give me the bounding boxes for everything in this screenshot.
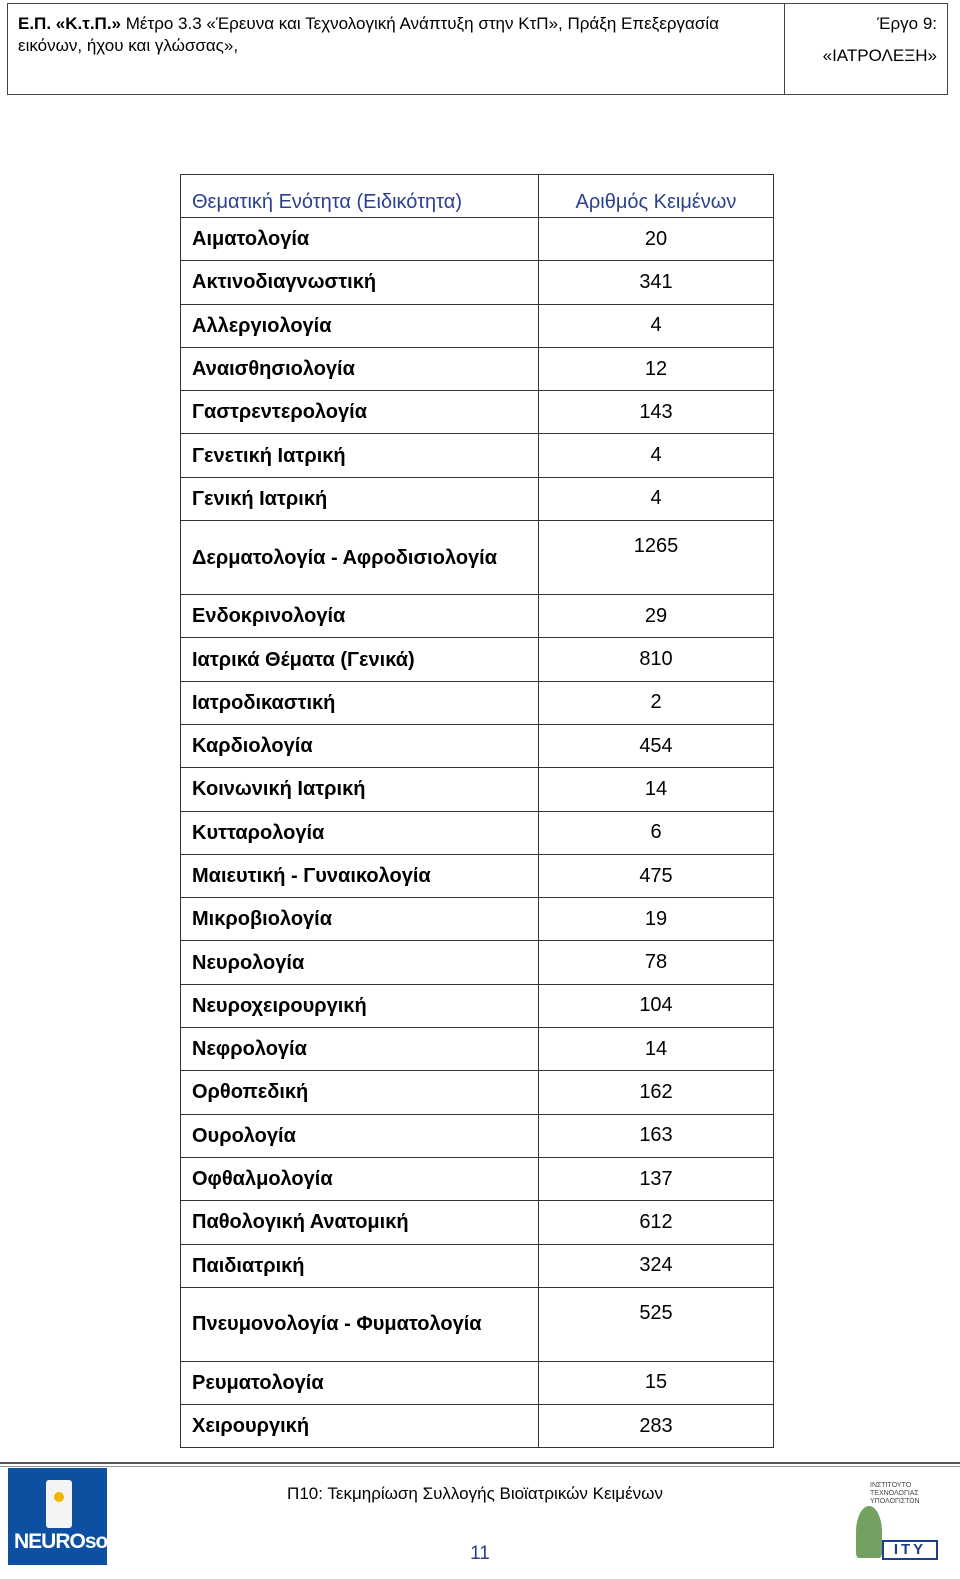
table-row — [181, 1201, 774, 1244]
table-row — [181, 984, 774, 1027]
count-cell: 475 — [539, 854, 774, 897]
count-cell: 143 — [539, 391, 774, 434]
table-row — [181, 1405, 774, 1448]
table-row — [181, 521, 774, 595]
count-cell: 104 — [539, 984, 774, 1027]
topic-cell: Οφθαλμολογία — [181, 1157, 539, 1200]
topic-cell: Δερματολογία - Αφροδισιολογία — [181, 521, 539, 595]
header-program-cell — [8, 4, 785, 94]
topic-cell: Μικροβιολογία — [181, 898, 539, 941]
topic-cell: Καρδιολογία — [181, 724, 539, 767]
table-row — [181, 1071, 774, 1114]
count-cell: 163 — [539, 1114, 774, 1157]
topic-cell: Ρευματολογία — [181, 1361, 539, 1404]
count-cell: 4 — [539, 477, 774, 520]
count-cell: 324 — [539, 1244, 774, 1287]
topic-cell: Ακτινοδιαγνωστική — [181, 261, 539, 304]
topic-cell: Ενδοκρινολογία — [181, 595, 539, 638]
count-cell: 4 — [539, 304, 774, 347]
topic-cell: Πνευμονολογία - Φυματολογία — [181, 1287, 539, 1361]
neurosoft-logo-text: NEUROsoft — [14, 1530, 120, 1553]
table-row — [181, 347, 774, 390]
table-row — [181, 854, 774, 897]
table-row — [181, 595, 774, 638]
count-cell: 19 — [539, 898, 774, 941]
count-cell: 15 — [539, 1361, 774, 1404]
table-row — [181, 304, 774, 347]
neurosoft-badge-icon — [46, 1480, 72, 1528]
topics-table — [180, 174, 774, 1448]
count-cell: 341 — [539, 261, 774, 304]
table-body — [181, 218, 774, 1448]
footer-divider-thin — [0, 1466, 960, 1467]
table-row — [181, 681, 774, 724]
table-row — [181, 638, 774, 681]
topic-cell: Ορθοπεδική — [181, 1071, 539, 1114]
topic-cell: Χειρουργική — [181, 1405, 539, 1448]
table-row — [181, 768, 774, 811]
table-row — [181, 261, 774, 304]
table-row — [181, 724, 774, 767]
count-cell: 525 — [539, 1287, 774, 1361]
ity-logo-text: ΙΤΥ — [882, 1540, 938, 1560]
footer-divider — [0, 1462, 960, 1464]
table-row — [181, 434, 774, 477]
count-column-header: Αριθμός Κειμένων — [539, 175, 774, 218]
topic-column-header: Θεματική Ενότητα (Ειδικότητα) — [181, 175, 539, 218]
topic-cell: Κοινωνική Ιατρική — [181, 768, 539, 811]
table-row — [181, 898, 774, 941]
topic-cell: Ουρολογία — [181, 1114, 539, 1157]
project-name: «ΙΑΤΡΟΛΕΞΗ» — [822, 46, 937, 65]
table-row — [181, 1157, 774, 1200]
count-cell: 6 — [539, 811, 774, 854]
table-row — [181, 1287, 774, 1361]
table-row — [181, 477, 774, 520]
topic-cell: Ιατροδικαστική — [181, 681, 539, 724]
table-row — [181, 941, 774, 984]
count-cell: 20 — [539, 218, 774, 261]
table-row — [181, 391, 774, 434]
table-row — [181, 1244, 774, 1287]
count-cell: 14 — [539, 1028, 774, 1071]
topic-cell: Αναισθησιολογία — [181, 347, 539, 390]
count-cell: 14 — [539, 768, 774, 811]
measure-text: Μέτρο 3.3 «Έρευνα και Τεχνολογική Ανάπτυξη στην ΚτΠ», Πράξη Επεξεργασία εικόνων, ήχου και γλώσσας», — [18, 14, 719, 55]
count-cell: 12 — [539, 347, 774, 390]
table-row — [181, 1114, 774, 1157]
table-row — [181, 1361, 774, 1404]
count-cell: 4 — [539, 434, 774, 477]
topic-cell: Νευροχειρουργική — [181, 984, 539, 1027]
neurosoft-logo — [8, 1468, 120, 1565]
count-cell: 283 — [539, 1405, 774, 1448]
count-cell: 78 — [539, 941, 774, 984]
count-cell: 137 — [539, 1157, 774, 1200]
count-cell: 2 — [539, 681, 774, 724]
ity-logo — [848, 1476, 944, 1564]
topic-cell: Παιδιατρική — [181, 1244, 539, 1287]
count-cell: 454 — [539, 724, 774, 767]
document-header — [7, 3, 948, 95]
table-row — [181, 1028, 774, 1071]
footer-title: Π10: Τεκμηρίωση Συλλογής Βιοϊατρικών Κειμένων — [287, 1484, 663, 1503]
program-abbreviation: Ε.Π. «Κ.τ.Π.» — [18, 14, 122, 33]
topic-cell: Νευρολογία — [181, 941, 539, 984]
count-cell: 612 — [539, 1201, 774, 1244]
topic-cell: Αιματολογία — [181, 218, 539, 261]
table-header-row — [181, 175, 774, 218]
count-cell: 29 — [539, 595, 774, 638]
topic-cell: Γενετική Ιατρική — [181, 434, 539, 477]
ity-logo-caption: ΙΝΣΤΙΤΟΥΤΟ ΤΕΧΝΟΛΟΓΙΑΣ ΥΠΟΛΟΓΙΣΤΩΝ — [870, 1482, 920, 1505]
topic-cell: Αλλεργιολογία — [181, 304, 539, 347]
topic-cell: Νεφρολογία — [181, 1028, 539, 1071]
count-cell: 810 — [539, 638, 774, 681]
topic-cell: Μαιευτική - Γυναικολογία — [181, 854, 539, 897]
topic-cell: Γενική Ιατρική — [181, 477, 539, 520]
topic-cell: Γαστρεντερολογία — [181, 391, 539, 434]
tree-icon — [856, 1506, 882, 1558]
table-row — [181, 218, 774, 261]
header-project-cell — [785, 4, 947, 94]
topic-cell: Παθολογική Ανατομική — [181, 1201, 539, 1244]
page-number: 11 — [470, 1543, 490, 1564]
topic-cell: Ιατρικά Θέματα (Γενικά) — [181, 638, 539, 681]
table-row — [181, 811, 774, 854]
topic-cell: Κυτταρολογία — [181, 811, 539, 854]
count-cell: 162 — [539, 1071, 774, 1114]
count-cell: 1265 — [539, 521, 774, 595]
project-label: Έργο 9: — [877, 14, 937, 33]
